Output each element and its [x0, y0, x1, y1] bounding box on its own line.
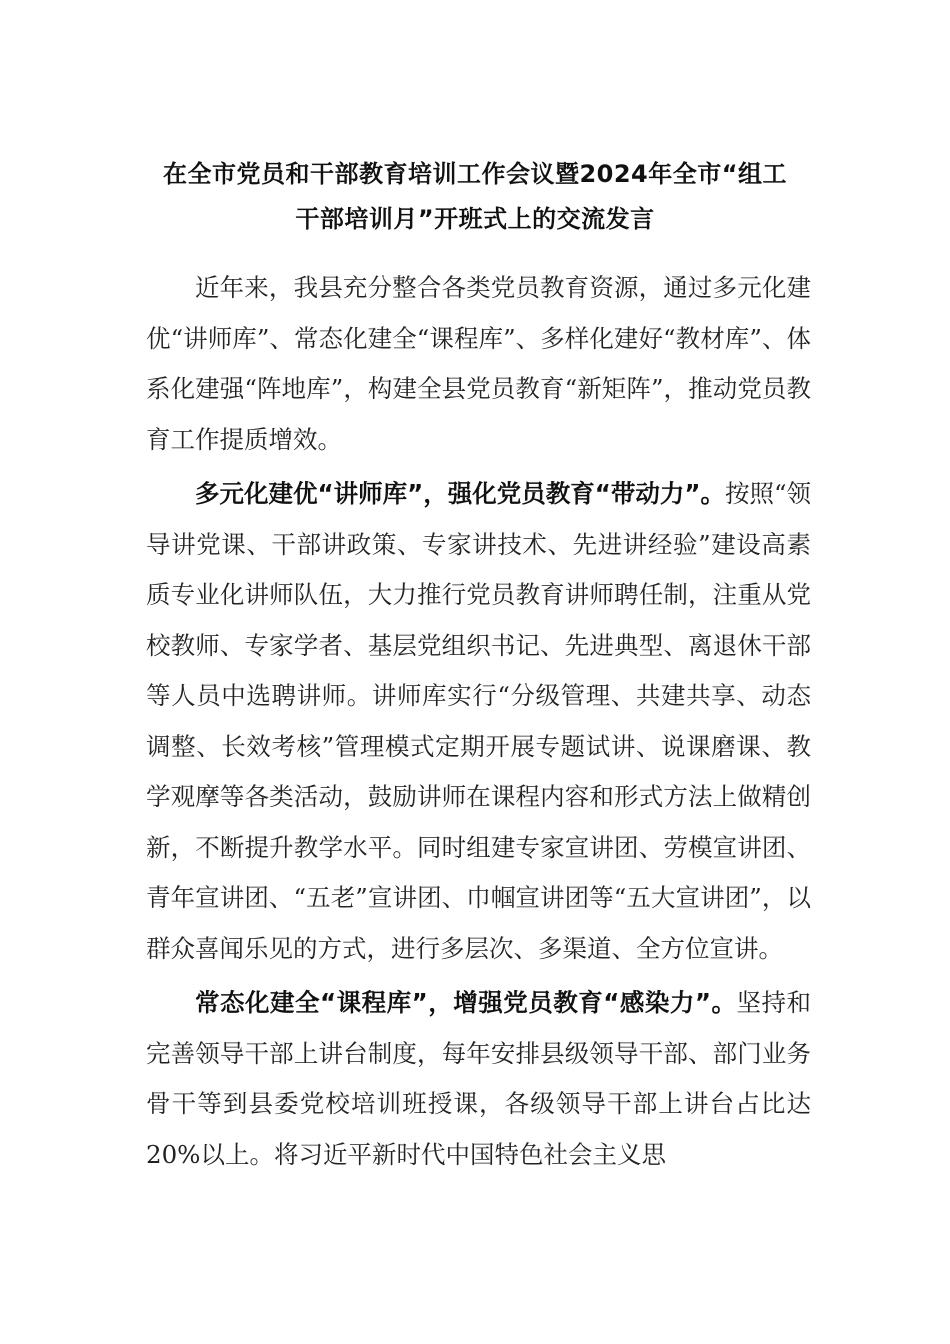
- paragraph-intro: [146, 263, 811, 465]
- paragraph-heading: 多元化建优“讲师库”，强化党员教育“带动力”。: [195, 479, 725, 508]
- paragraph-text: 坚持和完善领导干部上讲台制度，每年安排县级领导干部、部门业务骨干等到县委党校培训班授课，各级领导干部上讲台占比达20%以上。将习近平新时代中国特色社会主义思: [146, 988, 812, 1169]
- title-line-1: 在全市党员和干部教育培训工作会议暨2024年全市“组工: [162, 160, 788, 188]
- paragraph-text: 按照“领导讲党课、干部讲政策、专家讲技术、先进讲经验”建设高素质专业化讲师队伍，大力推行党员教育讲师聘任制，注重从党校教师、专家学者、基层党组织书记、先进典型、离退休干部等人员中选聘讲师。讲师库实行“分级管理、共建共享、动态调整、长效考核”管理模式定期开展专题试讲、说课磨课、教学观摩等各类活动，鼓励讲师在课程内容和形式方法上做精创新，不断提升教学水平。同时组建专家宣讲团、劳模宣讲团、青年宣讲团、“五老”宣讲团、巾帼宣讲团等“五大宣讲团”，以群众喜闻乐见的方式，进行多层次、多渠道、全方位宣讲。: [146, 479, 812, 963]
- document-body: [146, 263, 811, 1180]
- paragraph-heading: 常态化建全“课程库”，增强党员教育“感染力”。: [195, 988, 737, 1017]
- paragraph-course-library: [146, 978, 811, 1180]
- title-line-2: 干部培训月”开班式上的交流发言: [295, 205, 655, 233]
- paragraph-lecturer-library: [146, 469, 811, 974]
- paragraph-text: 近年来，我县充分整合各类党员教育资源，通过多元化建优“讲师库”、常态化建全“课程库”、多样化建好“教材库”、体系化建强“阵地库”，构建全县党员教育“新矩阵”，推动党员教育工作提质增效。: [146, 273, 811, 454]
- document-title: [140, 152, 810, 242]
